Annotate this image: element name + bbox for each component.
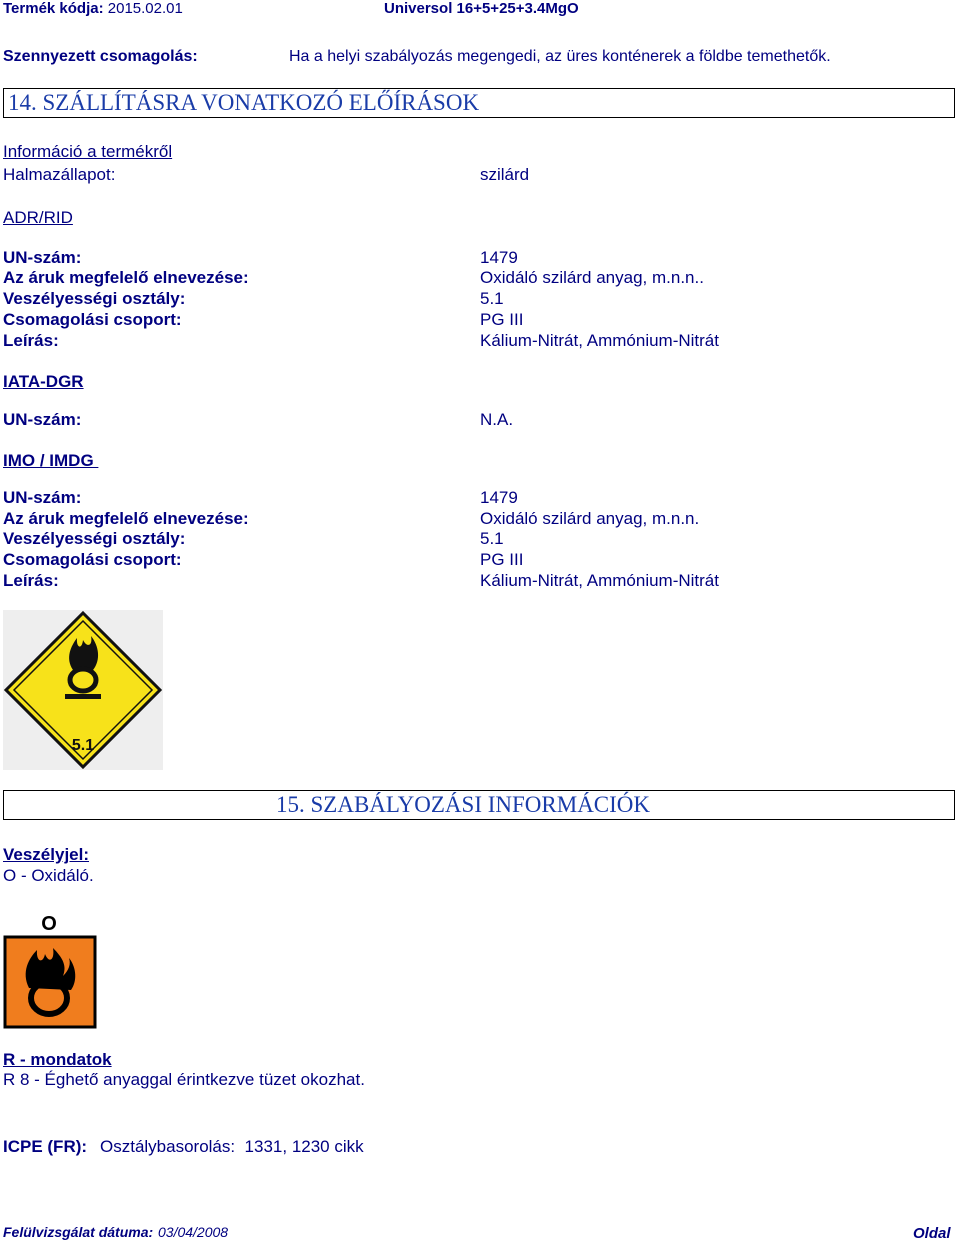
symbol-letter: O — [41, 913, 57, 935]
review-date-label: Felülvizsgálat dátuma: — [3, 1224, 154, 1240]
imo-name-label: Az áruk megfelelő elnevezése: — [3, 509, 249, 528]
iata-heading: IATA-DGR — [3, 372, 84, 391]
adr-heading: ADR/RID — [3, 208, 73, 227]
imo-desc-label: Leírás: — [3, 571, 59, 590]
state-value: szilárd — [480, 165, 530, 184]
hazard-value: O - Oxidáló. — [3, 866, 94, 885]
review-date-value: 03/04/2008 — [158, 1224, 229, 1240]
section-14-header — [3, 88, 955, 118]
contaminated-packaging-label: Szennyezett csomagolás: — [3, 48, 198, 65]
product-name: Universol 16+5+25+3.4MgO — [384, 0, 579, 17]
section-14-title: 14. SZÁLLÍTÁSRA VONATKOZÓ ELŐÍRÁSOK — [8, 90, 480, 115]
section-15-title: 15. SZABÁLYOZÁSI INFORMÁCIÓK — [276, 792, 651, 817]
imo-un-label: UN-szám: — [3, 488, 82, 507]
adr-un-label: UN-szám: — [3, 248, 82, 267]
r-phrases-text: R 8 - Éghető anyaggal érintkezve tüzet okozhat. — [3, 1070, 365, 1089]
imo-desc-value: Kálium-Nitrát, Ammónium-Nitrát — [480, 571, 719, 590]
product-info-heading: Információ a termékről — [3, 142, 173, 161]
state-label: Halmazállapot: — [3, 165, 116, 184]
product-code — [3, 0, 183, 17]
adr-name-label: Az áruk megfelelő elnevezése: — [3, 268, 249, 287]
adr-desc-label: Leírás: — [3, 331, 59, 350]
section-15-header — [3, 790, 955, 820]
adr-desc-value: Kálium-Nitrát, Ammónium-Nitrát — [480, 331, 719, 350]
adr-un-value: 1479 — [480, 248, 518, 267]
adr-pg-label: Csomagolási csoport: — [3, 310, 182, 329]
adr-class-value: 5.1 — [480, 289, 504, 308]
iata-un-value: N.A. — [480, 410, 514, 429]
adr-class-label: Veszélyességi osztály: — [3, 289, 186, 308]
adr-pg-value: PG III — [480, 310, 524, 329]
contaminated-packaging-value: Ha a helyi szabályozás megengedi, az üres konténerek a földbe temethetők. — [289, 48, 831, 65]
imo-pg-label: Csomagolási csoport: — [3, 550, 182, 569]
imo-pg-value: PG III — [480, 550, 524, 569]
imo-class-value: 5.1 — [480, 529, 504, 548]
imo-heading: IMO / IMDG — [3, 451, 99, 470]
page-label: Oldal — [913, 1225, 951, 1242]
hazard-label: Veszélyjel: — [3, 845, 90, 864]
placard-number: 5.1 — [71, 737, 95, 754]
product-code-value: 2015.02.01 — [107, 0, 183, 17]
imo-name-value: Oxidáló szilárd anyag, m.n.n. — [480, 509, 700, 528]
adr-name-value: Oxidáló szilárd anyag, m.n.n.. — [480, 268, 704, 287]
oxidizer-diamond-icon — [3, 610, 163, 770]
iata-un-label: UN-szám: — [3, 410, 82, 429]
icpe-label: ICPE (FR): — [3, 1137, 88, 1156]
r-phrases-heading: R - mondatok — [3, 1050, 112, 1069]
product-code-label: Termék kódja: — [3, 0, 104, 17]
imo-class-label: Veszélyességi osztály: — [3, 529, 186, 548]
icpe-text: Osztálybasorolás: 1331, 1230 cikk — [100, 1137, 364, 1156]
oxidizing-flame-icon — [3, 910, 97, 1030]
imo-un-value: 1479 — [480, 488, 518, 507]
